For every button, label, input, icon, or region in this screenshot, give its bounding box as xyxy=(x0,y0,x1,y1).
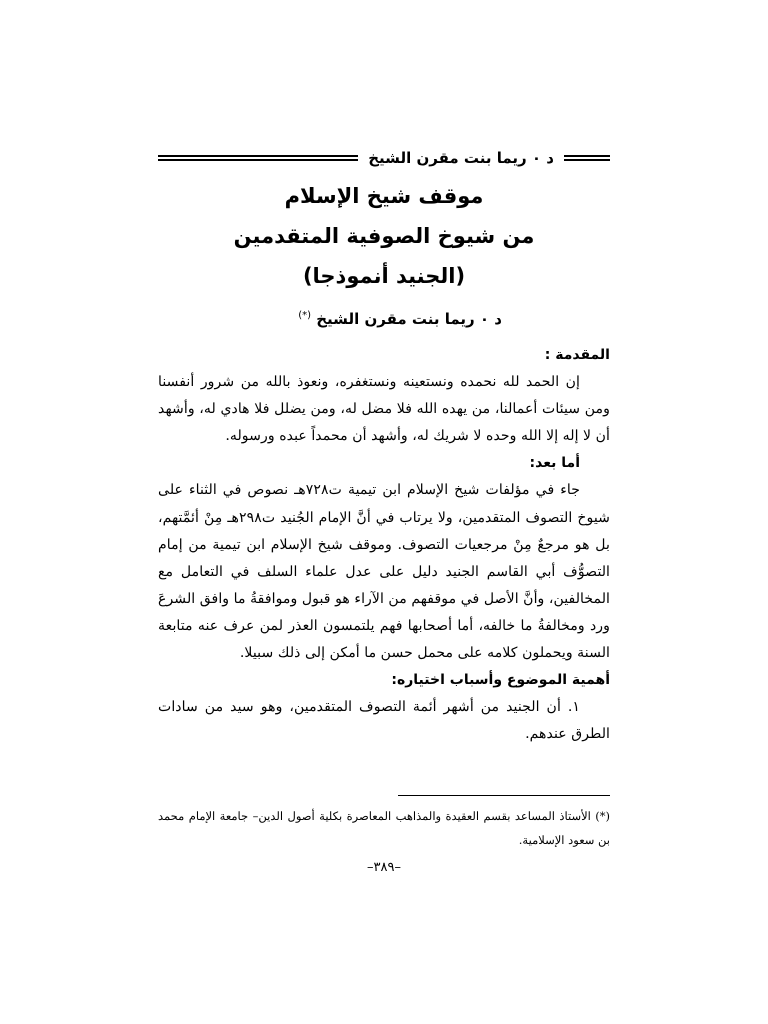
footnote: (*) الأستاذ المساعد بقسم العقيدة والمذاهب المعاصرة بكلية أصول الدين– جامعة الإمام محمد بن سعود الإسلامية. xyxy=(158,809,610,847)
main-paragraph: جاء في مؤلفات شيخ الإسلام ابن تيمية ت٧٢٨هـ نصوص في الثناء على شيوخ التصوف المتقدمين، ولا يرتاب في أنَّ الإمام الجُنيد ت٢٩٨هـ مِنْ أئمَّتهم، بل هو مرجعٌ مِنْ مرجعيات التصوف. وموقف شيخ الإسلام ابن تيمية من إمام التصوُّف أبي القاسم الجنيد دليل على عدل علماء السلف في التعامل مع المخالفين، وأنَّ الأصل في موقفهم من الآراء هو قبول وموافقةُ ما وافق الشرعَ ورد ومخالفةُ ما خالفه، أما أصحابها فهم يلتمسون العذر لمن عرف عنه متابعة السنة ويحملون كلامه على محمل حسن ما أمكن إلى ذلك سبيلا. xyxy=(158,482,610,662)
author-name: د ٠ ريما بنت مقرن الشيخ xyxy=(316,310,502,328)
intro-heading: المقدمة : xyxy=(544,347,610,363)
footnote-separator xyxy=(398,795,610,796)
author-line xyxy=(158,310,610,328)
title-line-3: (الجنيد أنموذجا) xyxy=(302,264,466,288)
author-footnote-mark: (*) xyxy=(298,310,312,321)
reason-item-1: ١. أن الجنيد من أشهر أئمة التصوف المتقدمين، وهو سيد من سادات الطرق عندهم. xyxy=(158,699,610,743)
running-author: د ٠ ريما بنت مقرن الشيخ xyxy=(368,149,554,167)
amma-bad-heading: أما بعد: xyxy=(529,455,580,472)
title-line-2: من شيوخ الصوفية المتقدمين xyxy=(233,224,535,248)
header-rule-long xyxy=(158,155,358,161)
header-rule-short xyxy=(564,155,610,161)
title-line-1: موقف شيخ الإسلام xyxy=(284,184,484,208)
page-number: –٣٨٩– xyxy=(367,860,401,875)
running-header xyxy=(158,146,610,170)
article-title xyxy=(158,176,610,296)
importance-heading: أهمية الموضوع وأسباب اختياره: xyxy=(391,672,610,689)
intro-paragraph: إن الحمد لله نحمده ونستعينه ونستغفره، ونعوذ بالله من شرور أنفسنا ومن سيئات أعمالنا، من يهده الله فلا مضل له، ومن يضلل فلا هادي له، وأشهد أن لا إله إلا الله وحده لا شريك له، وأشهد أن محمداً عبده ورسوله. xyxy=(158,374,610,445)
article-body xyxy=(158,342,610,748)
